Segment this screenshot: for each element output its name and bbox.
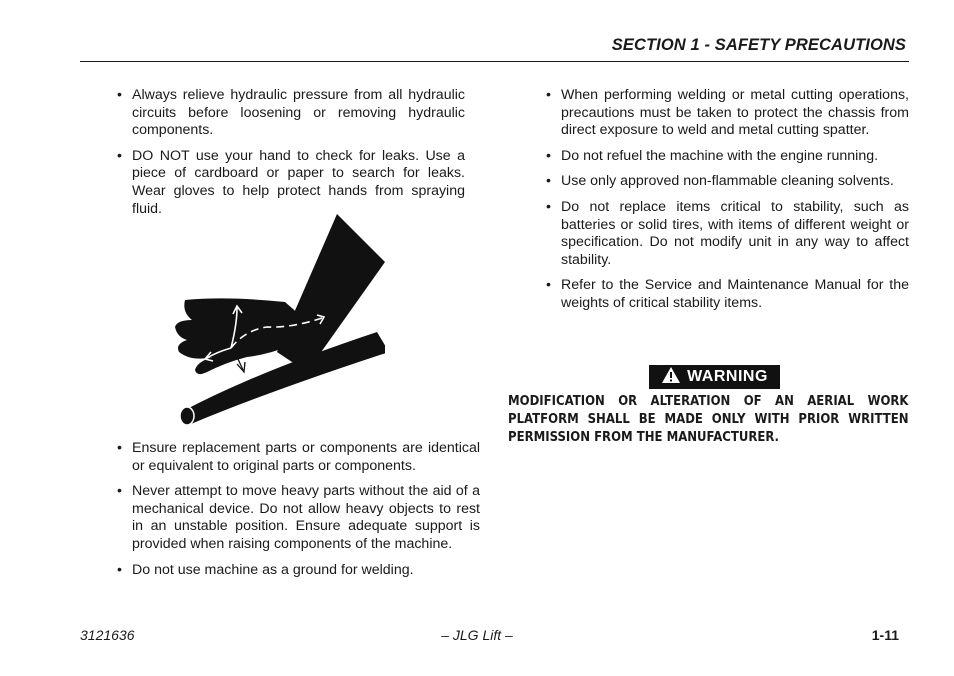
warning-message: MODIFICATION OR ALTERATION OF AN AERIAL WORK PLATFORM SHALL BE MADE ONLY WITH PRIOR WRITTEN PERMISSION FROM THE MANUFACTURER. bbox=[508, 394, 909, 445]
bullet-item: • Do not use machine as a ground for welding. bbox=[117, 562, 480, 580]
bullet-item: • Refer to the Service and Maintenance Manual for the weights of critical stability items. bbox=[546, 277, 909, 312]
bullet-item: • Always relieve hydraulic pressure from all hydraulic circuits before loosening or removing hydraulic components. bbox=[117, 87, 465, 140]
bullet-item: • Do not refuel the machine with the engine running. bbox=[546, 148, 909, 166]
bullet-item: • DO NOT use your hand to check for leaks. Use a piece of cardboard or paper to search for leaks. Wear gloves to help protect hands from spraying fluid. bbox=[117, 148, 465, 218]
warning-triangle-icon bbox=[661, 366, 681, 389]
left-column bbox=[117, 87, 465, 226]
left-bullets-bottom bbox=[117, 440, 480, 579]
document-number: 3121636 bbox=[80, 627, 135, 643]
page-number: 1-11 bbox=[871, 627, 899, 643]
warning-label: WARNING bbox=[687, 368, 768, 385]
bullet-item: • Never attempt to move heavy parts without the aid of a mechanical device. Do not allow heavy objects to rest in an unstable position. Ensure adequate support is provided when raising components of the machine. bbox=[117, 483, 480, 553]
left-bullets-top bbox=[117, 87, 465, 218]
header-divider bbox=[80, 61, 909, 62]
hand-hydraulic-leak-icon bbox=[167, 212, 385, 430]
bullet-item: • Ensure replacement parts or components are identical or equivalent to original parts or components. bbox=[117, 440, 480, 475]
footer-brand: – JLG Lift – bbox=[441, 627, 513, 643]
warning-badge bbox=[649, 365, 780, 389]
bullet-item: • When performing welding or metal cutting operations, precautions must be taken to protect the chassis from direct exposure to weld and metal cutting spatter. bbox=[546, 87, 909, 140]
section-title: SECTION 1 - SAFETY PRECAUTIONS bbox=[611, 36, 906, 54]
bullet-item: • Do not replace items critical to stability, such as batteries or solid tires, with items of different weight or specification. Do not modify unit in any way to affect stability. bbox=[546, 199, 909, 269]
left-column-lower bbox=[117, 440, 480, 587]
bullet-item: • Use only approved non-flammable cleaning solvents. bbox=[546, 173, 909, 191]
right-bullets bbox=[546, 87, 909, 313]
right-column bbox=[546, 87, 909, 321]
